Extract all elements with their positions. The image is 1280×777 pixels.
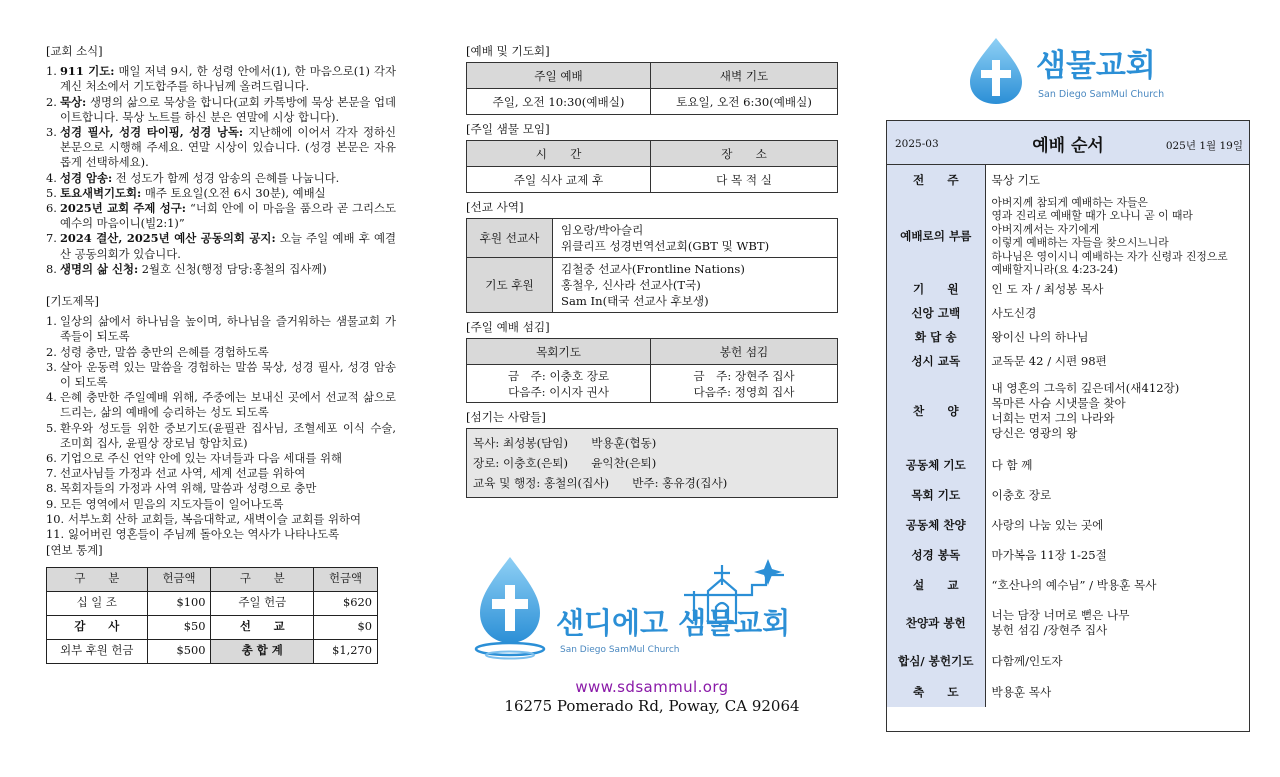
- news-item-number: 8.: [46, 261, 57, 276]
- prayer-item-number: 5.: [46, 420, 57, 435]
- brand-name: 샘물교회: [1036, 48, 1156, 84]
- finance-cell: 선 교: [211, 615, 314, 639]
- news-item-text: 2월호 신청(행정 담당:홍철의 집사께): [138, 261, 327, 276]
- group-value: 주일 식사 교제 후: [467, 167, 651, 193]
- worship-order-line: 묵상 기도: [991, 172, 1040, 187]
- bulletin-number: 2025-03: [895, 138, 939, 150]
- worship-order-line: 너희는 먼저 그의 나라와: [991, 411, 1115, 425]
- worship-order-label: 목회 기도: [887, 481, 985, 509]
- mission-table: [466, 218, 838, 313]
- mission-line: 김철중 선교사(Frontline Nations): [561, 262, 745, 276]
- worship-order-row: [887, 277, 1249, 301]
- news-item: [46, 125, 396, 171]
- worship-order-value: [985, 569, 1249, 601]
- news-item: [46, 171, 396, 186]
- worship-order-table: [887, 165, 1249, 707]
- service-line: 다음주: 정영희 집사: [693, 384, 795, 399]
- group-header: 장 소: [651, 141, 838, 167]
- news-item-number: 4.: [46, 170, 57, 185]
- worship-order-header: [887, 121, 1249, 165]
- worship-order-line: 이렇게 예배하는 자들을 찾으시느니라: [991, 236, 1169, 249]
- worship-order-row: [887, 601, 1249, 645]
- news-item-heading: 묵상:: [60, 94, 87, 109]
- service-table: [466, 338, 838, 403]
- worship-order-value: [985, 195, 1249, 277]
- finance-row: [47, 591, 378, 615]
- worship-time: 토요일, 오전 6:30(예배실): [651, 89, 838, 115]
- worship-order-value: [985, 277, 1249, 301]
- worship-time: 주일, 오전 10:30(예배실): [467, 89, 651, 115]
- finance-amount: $0: [314, 615, 378, 639]
- finance-header: 구 분: [211, 567, 314, 591]
- prayer-item-number: 9.: [46, 496, 57, 511]
- worship-order-line: 이충호 장로: [991, 487, 1052, 502]
- news-item: [46, 231, 396, 261]
- brand-english-large: San Diego SamMul Church: [560, 645, 680, 655]
- group-value: 다 목 적 실: [651, 167, 838, 193]
- worship-order-line: 하나님은 영이시니 예배하는 자가 신령과 진정으로: [991, 249, 1228, 263]
- service-title: [주일 예배 섬김]: [466, 320, 550, 334]
- news-item: [46, 201, 396, 231]
- worship-order-label: 합심/ 봉헌기도: [887, 645, 985, 677]
- prayer-item-number: 1.: [46, 314, 57, 329]
- worship-order-line: “호산나의 예수님” / 박용훈 목사: [991, 577, 1157, 592]
- finance-amount: $100: [147, 591, 211, 615]
- worship-order-label: 전 주: [887, 165, 985, 195]
- prayer-item-number: 3.: [46, 359, 57, 374]
- worship-order-row: [887, 541, 1249, 569]
- worship-order-line: 사도신경: [991, 305, 1037, 320]
- prayer-item: [46, 497, 396, 512]
- worship-order-line: 교독문 42 / 시편 98편: [991, 353, 1107, 368]
- news-title: [교회 소식]: [46, 44, 103, 58]
- news-item-text: 전 성도가 함께 성경 암송의 은혜를 나눕니다.: [112, 170, 340, 185]
- prayer-item-text: 모든 영역에서 믿음의 지도자들이 일어나도록: [60, 496, 284, 511]
- worship-order-line: 목마른 사슴 시냇물을 찾아: [991, 396, 1126, 410]
- offering-service-cell: [651, 365, 838, 403]
- prayer-support-label: 기도 후원: [467, 258, 553, 313]
- worship-order-row: [887, 349, 1249, 373]
- prayer-title: [기도제목]: [46, 294, 99, 309]
- worship-order-label: 찬양과 봉헌: [887, 601, 985, 645]
- group-header: 시 간: [467, 141, 651, 167]
- news-item-heading: 911 기도:: [60, 64, 115, 79]
- prayer-item: [46, 360, 396, 390]
- worship-order-label: 성경 봉독: [887, 541, 985, 569]
- service-line: 금 주: 장현주 집사: [693, 368, 795, 383]
- worship-header: 주일 예배: [467, 63, 651, 89]
- prayer-item-number: 2.: [46, 344, 57, 359]
- worship-order-value: [985, 325, 1249, 349]
- news-item: [46, 64, 396, 94]
- worship-order-label: 설 교: [887, 569, 985, 601]
- news-item-number: 3.: [46, 125, 57, 140]
- finance-table: [46, 567, 378, 664]
- prayer-item: [46, 512, 396, 527]
- worship-order-line: 다함께/인도자: [991, 653, 1063, 668]
- worship-order-line: 내 영혼의 그윽히 깊은데서(새412장): [991, 381, 1180, 395]
- news-item-number: 5.: [46, 185, 57, 200]
- worship-order-row: [887, 509, 1249, 541]
- worship-order-line: 마가복음 11장 1-25절: [991, 547, 1107, 562]
- worship-order-value: [985, 541, 1249, 569]
- worship-order-label: 찬 양: [887, 373, 985, 449]
- prayer-item-text: 목회자들의 가정과 사역 위해, 말씀과 성령으로 충만: [60, 481, 317, 496]
- brand-name-large: 샌디에고 샘물교회: [556, 606, 791, 640]
- worship-order-row: [887, 449, 1249, 481]
- mission-line: 임오랑/박아슬리: [561, 223, 644, 237]
- middle-column: [466, 44, 838, 498]
- news-item-text: 오늘 주일 예배 후 예결산 공동의회가 있습니다.: [60, 231, 396, 261]
- finance-cell: 십 일 조: [47, 591, 148, 615]
- prayer-item: [46, 314, 396, 344]
- worship-order-panel: [886, 120, 1250, 732]
- worship-order-value: [985, 481, 1249, 509]
- support-missionary-label: 후원 선교사: [467, 219, 553, 258]
- news-item-number: 1.: [46, 64, 57, 79]
- news-item-heading: 토요새벽기도회:: [60, 185, 142, 200]
- prayer-item-number: 11.: [46, 527, 65, 542]
- worship-order-line: 예배할지니라(요 4:23-24): [991, 263, 1118, 276]
- prayer-item-text: 살아 운동력 있는 말씀을 경험하는 말씀 묵상, 성경 필사, 성경 암송이 되도록: [60, 359, 396, 390]
- prayer-item: [46, 451, 396, 466]
- news-item-text: 매주 토요일(오전 6시 30분), 예배실: [141, 185, 326, 200]
- news-item-heading: 생명의 삶 신청:: [60, 261, 139, 276]
- service-header: 목회기도: [467, 339, 651, 365]
- prayer-item: [46, 421, 396, 451]
- worship-order-value: [985, 509, 1249, 541]
- worship-order-label: 축 도: [887, 677, 985, 707]
- worship-order-value: [985, 645, 1249, 677]
- worship-order-row: [887, 677, 1249, 707]
- prayer-item-number: 6.: [46, 451, 57, 466]
- worship-title: [예배 및 기도회]: [466, 44, 550, 58]
- finance-row: [47, 615, 378, 639]
- worship-order-label: 기 원: [887, 277, 985, 301]
- servers-line: 목사: 최성봉(담임) 박용훈(협동): [473, 436, 657, 450]
- news-item-heading: 2024 결산, 2025년 예산 공동의회 공지:: [60, 231, 276, 246]
- service-line: 다음주: 이시자 권사: [508, 384, 609, 399]
- worship-order-label: 성시 교독: [887, 349, 985, 373]
- news-item-text: 생명의 삶으로 묵상을 합니다(교회 카톡방에 묵상 본문을 업데이트합니다. 묵상 노트를 하신 분은 연말에 시상 합니다).: [60, 94, 396, 124]
- finance-cell: 외부 후원 헌금: [47, 639, 148, 663]
- mission-line: 홍철우, 신사라 선교사(T국): [561, 278, 701, 292]
- worship-order-value: [985, 677, 1249, 707]
- mission-line: Sam In(태국 선교사 후보생): [561, 294, 709, 308]
- prayer-item: [46, 481, 396, 496]
- group-table: [466, 140, 838, 193]
- news-item-text: 지난해에 이어서 각자 정하신 본문으로 시행해 주세요. 연말 시상이 있습니다. (성경 본문은 자유롭게 선택하세요).: [60, 125, 396, 170]
- news-item: [46, 186, 396, 201]
- prayer-item: [46, 345, 396, 360]
- worship-order-line: 아버지께서는 자기에게: [991, 222, 1100, 236]
- worship-order-line: 영과 진리로 예배할 때가 오나니 곧 이 때라: [991, 209, 1193, 222]
- prayer-item-number: 8.: [46, 481, 57, 496]
- worship-order-line: 봉헌 섬김 /장현주 집사: [991, 623, 1108, 637]
- finance-amount: $500: [147, 639, 211, 663]
- prayer-item-text: 은혜 충만한 주일예배 위해, 주중에는 보내신 곳에서 선교적 삶으로 드리는, 삶의 예배에 승리하는 성도 되도록: [60, 390, 396, 420]
- news-item: [46, 95, 396, 125]
- worship-order-label: 신앙 고백: [887, 301, 985, 325]
- finance-row: [47, 639, 378, 663]
- finance-cell: 감 사: [47, 615, 148, 639]
- group-title: [주일 샘물 모임]: [466, 122, 550, 136]
- finance-amount: $620: [314, 591, 378, 615]
- finance-total-label: 총 합 계: [211, 639, 314, 663]
- prayer-item: [46, 390, 396, 420]
- worship-order-row: [887, 645, 1249, 677]
- prayer-item-text: 기업으로 주신 언약 안에 있는 자녀들과 다음 세대를 위해: [60, 451, 343, 466]
- mission-title: [선교 사역]: [466, 200, 524, 214]
- worship-order-line: 왕이신 나의 하나님: [991, 329, 1089, 344]
- news-item-heading: 성경 암송:: [60, 170, 113, 185]
- prayer-item-text: 환우와 성도들 위한 중보기도(윤필관 집사님, 조혈세포 이식 수술, 조미희 집사, 윤필상 장로님 항암치료): [60, 420, 396, 450]
- finance-amount: $50: [147, 615, 211, 639]
- website-link[interactable]: www.sdsammul.org: [575, 678, 729, 696]
- finance-total-amount: $1,270: [314, 639, 378, 663]
- worship-order-line: 아버지께 참되게 예배하는 자들은: [991, 195, 1148, 209]
- news-list: [46, 64, 396, 277]
- worship-order-line: 박용훈 목사: [991, 684, 1052, 699]
- prayer-item-number: 7.: [46, 466, 57, 481]
- worship-order-line: 사랑의 나눔 있는 곳에: [991, 517, 1104, 532]
- service-header: 봉헌 섬김: [651, 339, 838, 365]
- prayer-list: [46, 314, 396, 542]
- worship-order-value: [985, 601, 1249, 645]
- worship-order-value: [985, 349, 1249, 373]
- left-column: [46, 44, 396, 664]
- prayer-item-text: 일상의 삶에서 하나님을 높이며, 하나님을 즐거워하는 샘물교회 가족들이 되도록: [60, 314, 396, 344]
- worship-order-row: [887, 301, 1249, 325]
- church-logo: [966, 36, 1176, 106]
- news-item: [46, 262, 396, 277]
- church-address: 16275 Pomerado Rd, Poway, CA 92064: [504, 697, 800, 715]
- bulletin-date: 025년 1월 19일: [1165, 140, 1243, 152]
- prayer-item-text: 서부노회 산하 교회들, 복음대학교, 새벽이슬 교회를 위하여: [68, 511, 362, 526]
- worship-order-line: 인 도 자 / 최성봉 목사: [991, 281, 1104, 296]
- worship-order-line: 다 함 께: [991, 457, 1033, 472]
- worship-order-value: [985, 449, 1249, 481]
- worship-order-line: 당신은 영광의 왕: [991, 426, 1078, 440]
- service-line: 금 주: 이충호 장로: [507, 368, 610, 383]
- finance-header: 구 분: [47, 567, 148, 591]
- brand-english: San Diego SamMul Church: [1038, 89, 1165, 100]
- worship-order-value: [985, 373, 1249, 449]
- prayer-item-number: 10.: [46, 511, 65, 526]
- support-missionary-list: [553, 219, 838, 258]
- prayer-item-text: 잃어버린 영혼들이 주님께 돌아오는 역사가 나타나도록: [68, 527, 340, 542]
- finance-title: [연보 통계]: [46, 543, 103, 558]
- worship-order-label: 화 답 송: [887, 325, 985, 349]
- prayer-item: [46, 527, 396, 542]
- water-drop-cross-icon: [970, 38, 1022, 104]
- mission-line: 위클리프 성경번역선교회(GBT 및 WBT): [561, 239, 770, 253]
- worship-order-row: [887, 165, 1249, 195]
- finance-header: 헌금액: [314, 567, 378, 591]
- water-drop-cross-icon: [476, 557, 544, 659]
- news-item-heading: 2025년 교회 주제 성구:: [60, 201, 187, 216]
- worship-order-row: [887, 569, 1249, 601]
- prayer-item-text: 성령 충만, 말씀 충만의 은혜를 경험하도록: [60, 344, 269, 359]
- worship-order-row: [887, 481, 1249, 509]
- prayer-item-text: 선교사님들 가정과 선교 사역, 세계 선교를 위하여: [60, 466, 306, 481]
- worship-order-value: [985, 165, 1249, 195]
- servers-title: [섬기는 사람들]: [466, 410, 546, 424]
- church-logo-large: [472, 545, 792, 665]
- finance-header: 헌금액: [147, 567, 211, 591]
- worship-header: 새벽 기도: [651, 63, 838, 89]
- worship-order-row: [887, 325, 1249, 349]
- servers-box: [466, 428, 838, 498]
- news-item-text: “너희 안에 이 마음을 품으라 곧 그리스도 예수의 마음이니(빌2:1)”: [60, 201, 396, 231]
- news-item-heading: 성경 필사, 성경 타이핑, 성경 낭독:: [60, 125, 244, 140]
- servers-line: 교육 및 행정: 홍철의(집사) 반주: 홍유경(집사): [473, 476, 728, 490]
- worship-order-row: [887, 373, 1249, 449]
- pastoral-prayer-cell: [467, 365, 651, 403]
- news-item-text: 매일 저녁 9시, 한 성령 안에서(1), 한 마음으로(1) 각자 계신 처소에서 기도합주를 하나님께 올려드립니다.: [60, 64, 396, 94]
- news-item-number: 2.: [46, 94, 57, 109]
- news-item-number: 6.: [46, 201, 57, 216]
- servers-line: 장로: 이충호(은퇴) 윤익찬(은퇴): [473, 456, 657, 470]
- worship-order-label: 예배로의 부름: [887, 195, 985, 277]
- worship-order-value: [985, 301, 1249, 325]
- prayer-item: [46, 466, 396, 481]
- worship-order-line: 너는 담장 너머로 뻗은 나무: [991, 608, 1130, 622]
- worship-order-title: 예배 순서: [1032, 136, 1104, 156]
- prayer-support-list: [553, 258, 838, 313]
- worship-order-label: 공동체 기도: [887, 449, 985, 481]
- news-item-number: 7.: [46, 231, 57, 246]
- finance-cell: 주일 헌금: [211, 591, 314, 615]
- worship-order-label: 공동체 찬양: [887, 509, 985, 541]
- worship-order-row: [887, 195, 1249, 277]
- worship-table: [466, 62, 838, 115]
- prayer-item-number: 4.: [46, 390, 57, 405]
